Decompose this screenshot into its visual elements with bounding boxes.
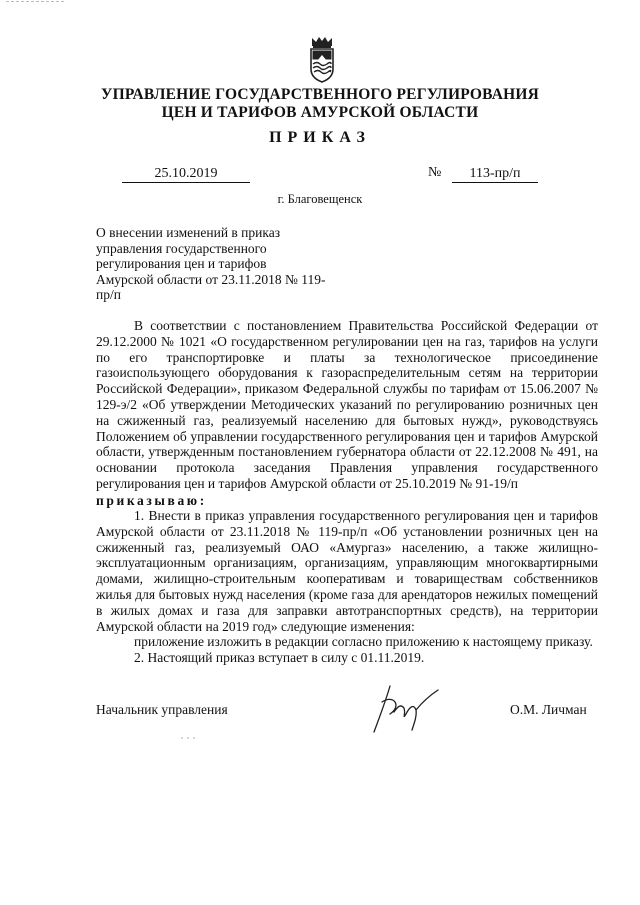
scan-dots bbox=[180, 737, 196, 739]
preamble bbox=[96, 318, 598, 492]
order-item-1-sub: приложение изложить в редакции согласно приложению к настоящему приказу. bbox=[134, 634, 593, 650]
signature-icon bbox=[368, 680, 448, 740]
scan-mark bbox=[6, 0, 66, 3]
document-title: ПРИКАЗ bbox=[269, 129, 371, 146]
organization-name-line1: УПРАВЛЕНИЕ ГОСУДАРСТВЕННОГО РЕГУЛИРОВАНИЯ bbox=[101, 86, 539, 103]
coat-of-arms-icon bbox=[308, 36, 336, 84]
number-sign: № bbox=[428, 165, 442, 180]
city: г. Благовещенск bbox=[277, 192, 363, 206]
signatory-name: О.М. Личман bbox=[510, 702, 587, 717]
order-item-1: 1. Внести в приказ управления государственного регулирования цен и тарифов Амурской области от 23.11.2018 № 119-пр/п «Об установлении розничных цен на сжиженный газ, реализуемый ОАО «Амургаз» населению, а также жилищно-эксплуатационным организациям, организациям, управляющим многоквартирными домами, жилищно-строительным кооперативам и товариществам собственников жилья для бытовых нужд населения (кроме газа для арендаторов нежилых помещений в жилых домах и газа для заправки автотранспортных средств), на территории Амурской области на 2019 год» следующие изменения: bbox=[96, 508, 598, 634]
signatory-position: Начальник управления bbox=[96, 702, 228, 717]
order-items bbox=[96, 508, 598, 666]
preamble-text: В соответствии с постановлением Правительства Российской Федерации от 29.12.2000 № 1021 «О государственном регулировании цен на газ, тарифов на услуги по его транспортировке и платы за технологическое присоединение газоиспользующего оборудования к газораспределительным сетям на территории Российской Федерации», приказом Федеральной службы по тарифам от 15.06.2007 № 129-э/2 «Об утверждении Методических указаний по регулированию розничных цен на сжиженный газ, реализуемый населению для бытовых нужд», руководствуясь Положением об управлении государственного регулирования цен и тарифов Амурской области, утвержденным постановлением губернатора области от 22.12.2008 № 491, на основании протокола заседания Правления управления государственного регулирования цен и тарифов Амурской области от 25.10.2019 № 91-19/п bbox=[96, 318, 598, 491]
decree-word: приказываю: bbox=[96, 493, 207, 508]
order-subject: О внесении изменений в приказ управления государственного регулирования цен и тарифов Амурской области от 23.11.2018 № 119-пр/п bbox=[96, 225, 326, 302]
order-number: 113-пр/п bbox=[452, 165, 538, 183]
organization-name-line2: ЦЕН И ТАРИФОВ АМУРСКОЙ ОБЛАСТИ bbox=[161, 104, 479, 121]
order-date: 25.10.2019 bbox=[122, 165, 250, 183]
order-item-2: 2. Настоящий приказ вступает в силу с 01.11.2019. bbox=[134, 650, 425, 666]
